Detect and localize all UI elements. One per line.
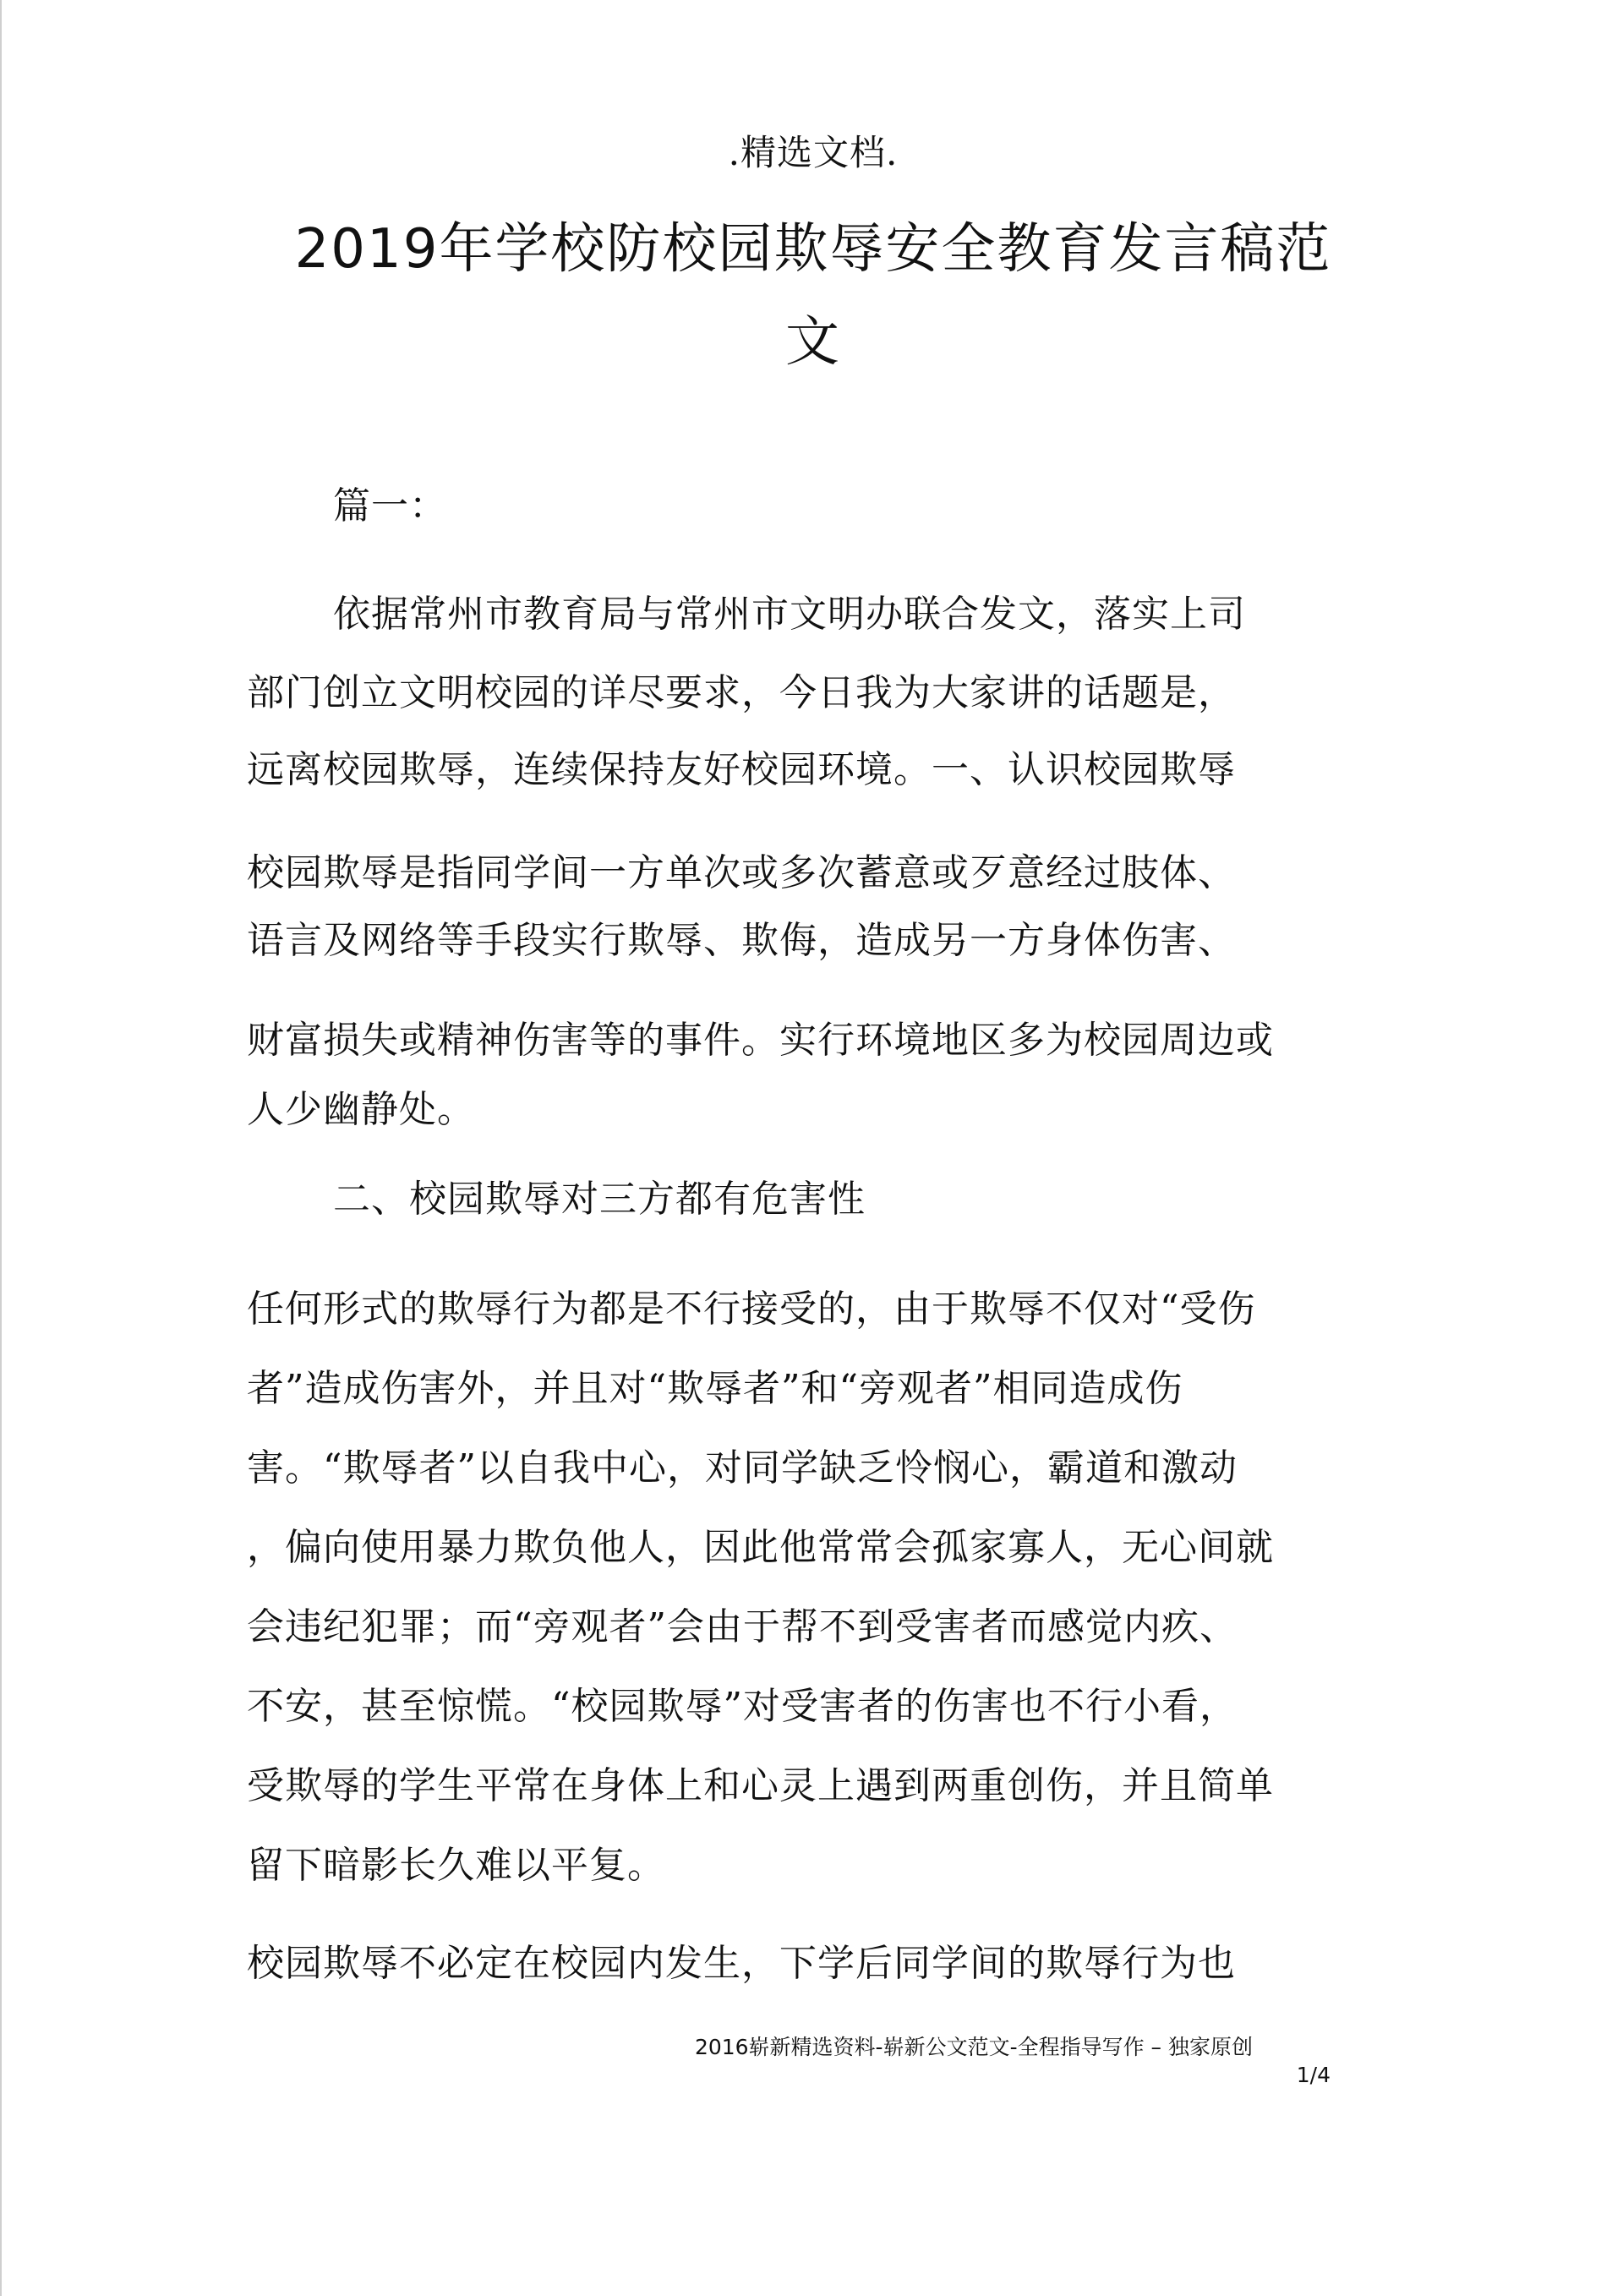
paragraph-line: 人少幽静处。 <box>247 1088 475 1131</box>
paragraph-line: 留下暗影长久难以平复。 <box>247 1844 665 1887</box>
paragraph-line: 校园欺辱是指同学间一方单次或多次蓄意或歹意经过肢体、 <box>247 851 1236 894</box>
header-label: .精选文档. <box>728 132 899 173</box>
section-heading: 二、校园欺辱对三方都有危害性 <box>333 1178 866 1221</box>
paragraph-line: 者”造成伤害外，并且对“欺辱者”和“旁观者”相同造成伤 <box>247 1367 1183 1410</box>
paragraph-line: 受欺辱的学生平常在身体上和心灵上遇到两重创伤，并且简单 <box>247 1764 1274 1807</box>
paragraph-line: 远离校园欺辱，连续保持友好校园环境。一、认识校园欺辱 <box>247 748 1236 791</box>
page-title <box>247 203 1380 389</box>
paragraph-line: 部门创立文明校园的详尽要求，今日我为大家讲的话题是， <box>247 671 1236 714</box>
footer-source: 2016崭新精选资料-崭新公文范文-全程指导写作 – 独家原创 <box>694 2035 1253 2059</box>
paragraph-line: ，偏向使用暴力欺负他人，因此他常常会孤家寡人，无心间就 <box>247 1526 1274 1569</box>
title-line-1: 2019年学校防校园欺辱安全教育发言稿范 <box>294 218 1332 281</box>
title-line-2: 文 <box>785 311 841 374</box>
paragraph-line: 不安，甚至惊慌。“校园欺辱”对受害者的伤害也不行小看， <box>247 1685 1238 1728</box>
page-number: 1/4 <box>1296 2063 1331 2087</box>
paragraph-line: 校园欺辱不必定在校园内发生，下学后同学间的欺辱行为也 <box>247 1942 1236 1985</box>
paragraph-line: 依据常州市教育局与常州市文明办联合发文，落实上司 <box>333 593 1246 636</box>
paragraph-line: 任何形式的欺辱行为都是不行接受的，由于欺辱不仅对“受伤 <box>247 1287 1256 1331</box>
section-label: 篇一： <box>333 484 447 528</box>
paragraph-line: 财富损失或精神伤害等的事件。实行环境地区多为校园周边或 <box>247 1019 1274 1062</box>
paragraph-line: 会违纪犯罪；而“旁观者”会由于帮不到受害者而感觉内疚、 <box>247 1605 1238 1648</box>
paragraph-line: 害。“欺辱者”以自我中心，对同学缺乏怜悯心，霸道和激动 <box>247 1446 1238 1490</box>
paragraph-line: 语言及网络等手段实行欺辱、欺侮，造成另一方身体伤害、 <box>247 919 1236 962</box>
